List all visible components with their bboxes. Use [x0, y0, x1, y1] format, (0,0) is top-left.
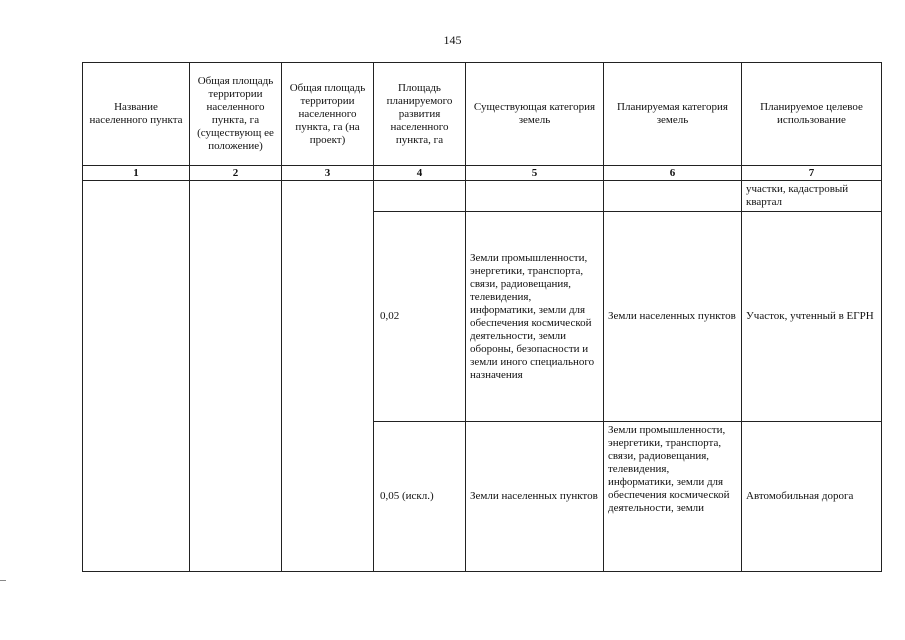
planned-category-cell — [604, 181, 742, 212]
planned-category-cell: Земли промышленности, энергетики, транспорта, связи, радиовещания, телевидения, информатики, земли для обеспечения космической деятельности, земли — [604, 422, 742, 572]
header-existing-category: Существующая категория земель — [466, 63, 604, 166]
planned-use-cell: Автомобильная дорога — [742, 422, 882, 572]
column-number: 5 — [466, 166, 604, 181]
existing-category-cell: Земли населенных пунктов — [466, 422, 604, 572]
column-number: 1 — [83, 166, 190, 181]
existing-category-cell — [466, 181, 604, 212]
page-number: 145 — [443, 33, 462, 47]
planned-use-cell: Участок, учтенный в ЕГРН — [742, 212, 882, 422]
column-number: 3 — [282, 166, 374, 181]
margin-mark — [0, 580, 6, 581]
header-planned-category: Планируемая категория земель — [604, 63, 742, 166]
column-number: 4 — [374, 166, 466, 181]
header-settlement-name: Название населенного пункта — [83, 63, 190, 166]
planned-area-cell: 0,05 (искл.) — [374, 422, 466, 572]
column-number-row — [83, 166, 882, 181]
planned-area-cell: 0,02 — [374, 212, 466, 422]
header-planned-development-area: Площадь планируемого развития населенного пункта, га — [374, 63, 466, 166]
land-category-table — [82, 62, 882, 572]
planned-area-cell — [374, 181, 466, 212]
existing-category-cell: Земли промышленности, энергетики, транспорта, связи, радиовещания, телевидения, информатики, земли для обеспечения космической деятельности, земли обороны, безопасности и земли иного специального назначения — [466, 212, 604, 422]
column-number: 6 — [604, 166, 742, 181]
header-total-area-project: Общая площадь территории населенного пункта, га (на проект) — [282, 63, 374, 166]
header-row — [83, 63, 882, 166]
planned-use-cell: участки, кадастровый квартал — [742, 181, 882, 212]
planned-category-cell: Земли населенных пунктов — [604, 212, 742, 422]
column-number: 7 — [742, 166, 882, 181]
total-area-project-cell — [282, 181, 374, 572]
table-row — [83, 181, 882, 212]
total-area-existing-cell — [190, 181, 282, 572]
header-total-area-existing: Общая площадь территории населенного пункта, га (существующ ее положение) — [190, 63, 282, 166]
column-number: 2 — [190, 166, 282, 181]
settlement-name-cell — [83, 181, 190, 572]
header-planned-use: Планируемое целевое использование — [742, 63, 882, 166]
